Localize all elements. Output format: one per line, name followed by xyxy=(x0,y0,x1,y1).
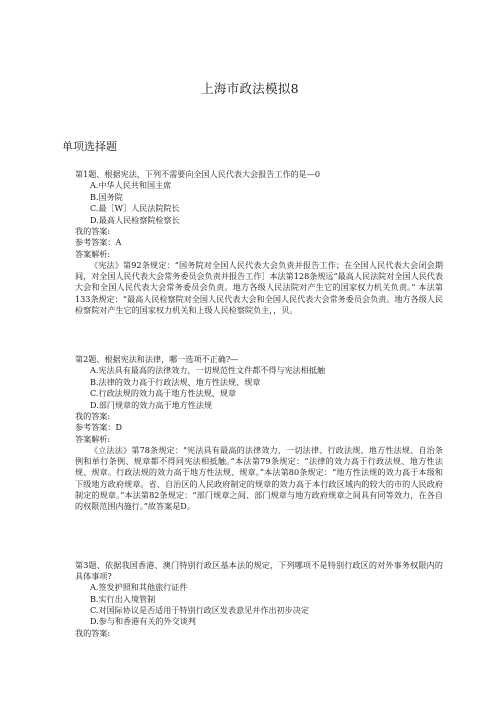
analysis-label: 答案解析: xyxy=(75,248,111,259)
my-answer-label: 我的答案: xyxy=(75,627,111,638)
option-a: A.宪法具有最高的法律效力，一切规范性文件都不得与宪法相抵触 xyxy=(90,365,326,376)
question-2 xyxy=(75,354,443,512)
my-answer-label: 我的答案: xyxy=(75,226,111,237)
option-d: D.最高人民检察院检察长 xyxy=(90,214,180,225)
analysis-text: 《宪法》第92条规定：“国务院对全国人民代表大会负责并报告工作；在全国人民代表大会闭会期间，对全国人民代表大会常务委员会负责并报告工作］本法第128条规远“最高人民法院对全国人民代表大会和全国人民代表大会常务委员会负责。地方各级人民法院对产生它的国家权力机关负责。” 本法第133条规定：“最高人民检察院对全国人民代表大会和全国人民代表大会常务委员会负责。地方各级人民检察院对产生它的国家权力机关和上级人民检察院负主，，贝。 xyxy=(75,260,443,315)
page-title: 上海市政法模拟8 xyxy=(201,81,299,96)
reference-answer: 参考答案：D xyxy=(75,422,122,433)
option-b: B.国务院 xyxy=(90,191,123,202)
question-stem: 第3题、依据我国香港、澳门特别行政区基本法的规定，下列哪项不是特别行政区的对外事务权限内的具体事项? xyxy=(75,560,443,582)
option-b: B.实行出入境管制 xyxy=(90,593,156,604)
section-heading: 单项选择题 xyxy=(62,140,117,153)
question-stem: 第1题、根据宪法，下列不需要向全国人民代表大会报告工作的是—0 xyxy=(75,169,321,179)
option-d: D.部门规章的效力高于地方性法规 xyxy=(90,399,213,410)
option-c: C.行政法规的效力高于地方性法规、规章 xyxy=(90,388,237,399)
option-c: C.对国际协议是否适用于特别行政区发表意见并作出初步决定 xyxy=(90,605,309,615)
option-a: A.中华人民共和国主席 xyxy=(90,180,172,191)
option-b: B.法律的效力高于行政法规、地方性法规、规章 xyxy=(90,376,261,387)
option-a: A.签发护照和其他旅行证件 xyxy=(90,582,188,593)
analysis-text: 《立法法》第78条规定："宪法具有最高的法律效力，一切法律、行政法规、地方性法规、自治条例和单行条例、规章都不得同宪法相抵触。”本法第79条规定：“法律的效力高于行政法规、地方性法规、规章。行政法规的效力高于地方性法规、规章。”本法第80条规定：“地方性法规的效力高于本级和下级地方政府规章。省、自治区的人民政府制定的规章的效力高于本行政区域内的较大的市的人民政府制定的规章。”本法第82条规定：“部门规章之间、部门规章与地方政府规章之间具有同等效力，在各自的权限范围内施行。”故答案是D。 xyxy=(75,445,443,511)
option-d: D.参与和香港有关的外交谈判 xyxy=(90,616,196,627)
option-c: C.最［W］人民法院院长 xyxy=(90,203,180,214)
analysis-label: 答案解析: xyxy=(75,433,111,444)
my-answer-label: 我的答案: xyxy=(75,411,111,422)
question-1 xyxy=(75,169,443,316)
reference-answer: 参考答案：A xyxy=(75,237,122,248)
question-3 xyxy=(75,560,443,639)
question-stem: 第2题、根据宪法和法律，哪一选项不正确?— xyxy=(75,354,239,364)
